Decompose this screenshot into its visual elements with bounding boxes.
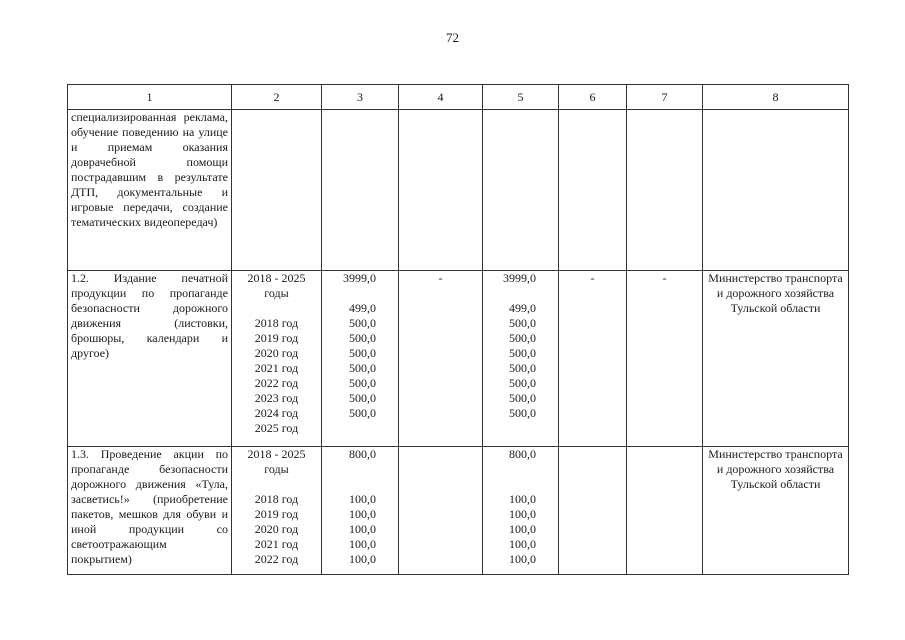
column-header: 6 <box>559 85 627 110</box>
col3-cell <box>322 271 399 447</box>
year-value: 100,0 <box>349 507 376 521</box>
row-description: 1.2. Издание печатной продукции по пропаганде безопасности дорожного движения (листовки, брошюры, календари и другое) <box>68 271 232 447</box>
executor-cell: Министерство транспорта и дорожного хозяйства Тульской области <box>703 447 849 575</box>
program-table <box>67 84 849 575</box>
table-row <box>68 271 849 447</box>
year-value: 500,0 <box>349 361 376 375</box>
year-value: 500,0 <box>349 376 376 390</box>
year-value: 100,0 <box>509 522 536 536</box>
col6-cell <box>559 447 627 575</box>
col4-cell: - <box>399 271 483 447</box>
header-row <box>68 85 849 110</box>
total-value: 800,0 <box>349 447 376 461</box>
page-number: 72 <box>446 30 459 45</box>
total-value: 3999,0 <box>503 271 536 285</box>
col6-cell: - <box>559 271 627 447</box>
year-label: 2023 год <box>254 391 299 405</box>
year-label: 2020 год <box>254 346 299 360</box>
year-value: 100,0 <box>349 552 376 566</box>
column-header: 1 <box>68 85 232 110</box>
col3-cell <box>322 447 399 575</box>
year-label: 2025 год <box>254 421 299 435</box>
year-value: 100,0 <box>509 552 536 566</box>
continuation-row <box>68 110 849 271</box>
year-value: 500,0 <box>349 346 376 360</box>
period-label: 2018 - 2025 годы <box>247 447 306 476</box>
year-label: 2018 год <box>254 316 299 330</box>
row-description: 1.3. Проведение акции по пропаганде безопасности дорожного движения «Тула, засветись!» (приобретение пакетов, мешков для обуви и иной продукции со светоотражающим покрытием) <box>68 447 232 575</box>
year-value: 500,0 <box>509 376 536 390</box>
year-value: 500,0 <box>349 316 376 330</box>
year-value: 100,0 <box>509 537 536 551</box>
year-label: 2022 год <box>254 552 299 566</box>
total-value: 3999,0 <box>343 271 376 285</box>
period-label: 2018 - 2025 годы <box>247 271 306 300</box>
year-label: 2019 год <box>254 507 299 521</box>
period-cell <box>232 271 322 447</box>
continuation-text: специализированная реклама, обучение поведению на улице и приемам оказания доврачебной помощи пострадавшим в результате ДТП, документальные и игровые передачи, создание тематических видеопередач) <box>68 110 232 271</box>
table-row <box>68 447 849 575</box>
year-value: 500,0 <box>509 316 536 330</box>
total-value: 800,0 <box>509 447 536 461</box>
col5-cell <box>483 271 559 447</box>
column-header: 3 <box>322 85 399 110</box>
year-label: 2019 год <box>254 331 299 345</box>
year-value: 500,0 <box>509 391 536 405</box>
col7-cell <box>627 447 703 575</box>
year-value: 500,0 <box>349 406 376 420</box>
year-value: 500,0 <box>349 391 376 405</box>
year-label: 2024 год <box>254 406 299 420</box>
col4-cell <box>399 447 483 575</box>
column-header: 5 <box>483 85 559 110</box>
year-value: 500,0 <box>349 331 376 345</box>
year-value: 100,0 <box>349 537 376 551</box>
year-label: 2018 год <box>254 492 299 506</box>
column-header: 7 <box>627 85 703 110</box>
year-label: 2021 год <box>254 361 299 375</box>
year-value: 100,0 <box>349 492 376 506</box>
year-value: 100,0 <box>509 507 536 521</box>
year-label: 2022 год <box>254 376 299 390</box>
year-value: 499,0 <box>349 301 376 315</box>
col7-cell: - <box>627 271 703 447</box>
col5-cell <box>483 447 559 575</box>
period-cell <box>232 447 322 575</box>
year-value: 500,0 <box>509 406 536 420</box>
year-label: 2021 год <box>254 537 299 551</box>
executor-cell: Министерство транспорта и дорожного хозяйства Тульской области <box>703 271 849 447</box>
column-header: 2 <box>232 85 322 110</box>
year-value: 500,0 <box>509 331 536 345</box>
year-value: 100,0 <box>349 522 376 536</box>
year-value: 100,0 <box>509 492 536 506</box>
column-header: 4 <box>399 85 483 110</box>
year-value: 500,0 <box>509 346 536 360</box>
year-value: 499,0 <box>509 301 536 315</box>
column-header: 8 <box>703 85 849 110</box>
year-label: 2020 год <box>254 522 299 536</box>
year-value: 500,0 <box>509 361 536 375</box>
